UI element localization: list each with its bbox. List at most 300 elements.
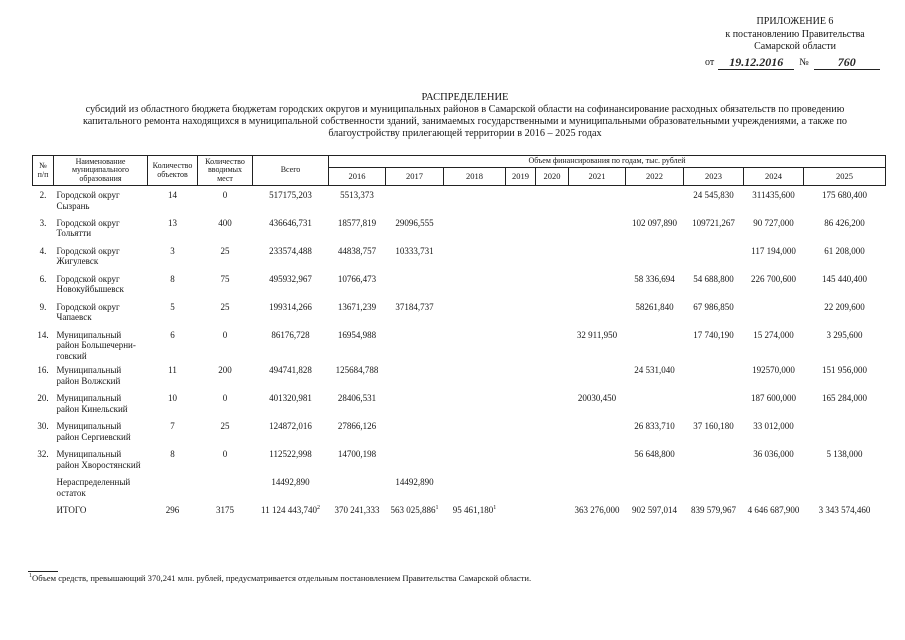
- district-name: Городской округ Сызрань: [56, 190, 120, 211]
- amount-2023: 37 160,180: [693, 421, 734, 431]
- amount-2025: 165 284,000: [822, 393, 867, 403]
- seat-count: 25: [220, 301, 230, 312]
- amount-2024: 226 700,600: [751, 273, 796, 284]
- amount-2017: 10333,731: [395, 245, 434, 256]
- table-header: [33, 156, 886, 186]
- table-cell: [148, 445, 198, 473]
- table-cell: [569, 501, 626, 529]
- table-cell: [804, 242, 886, 270]
- footnote-text: Объем средств, превышающий 370,241 млн. рублей, предусматривается отдельным постановлением Правительства Самарской области.: [32, 573, 532, 583]
- table-cell: [54, 361, 148, 389]
- table-cell: [386, 361, 444, 389]
- row-number: 4.: [39, 245, 47, 256]
- year-header-cell: 2021: [569, 168, 626, 186]
- seat-count: 25: [220, 245, 230, 256]
- table-cell: [744, 501, 804, 529]
- amount-2016: 28406,531: [337, 393, 377, 403]
- table-cell: [54, 186, 148, 214]
- amount-2024: 15 274,000: [753, 329, 794, 340]
- table-cell: [569, 445, 626, 473]
- table-cell: [804, 214, 886, 242]
- table-cell: [684, 326, 744, 362]
- table-cell: [684, 473, 744, 501]
- table-cell: [329, 417, 386, 445]
- amount-2022: 56 648,800: [634, 449, 675, 459]
- amount-2023: 24 545,830: [693, 190, 734, 200]
- table-cell: [198, 270, 253, 298]
- table-cell: [198, 242, 253, 270]
- amount-2022: 902 597,014: [632, 505, 677, 515]
- table-cell: [744, 270, 804, 298]
- table-cell: [506, 473, 536, 501]
- table-cell: [804, 270, 886, 298]
- object-count: 296: [165, 505, 180, 515]
- seat-count: 0: [222, 393, 228, 403]
- table-cell: [198, 214, 253, 242]
- table-cell: [626, 501, 684, 529]
- table-cell: [33, 242, 54, 270]
- table-cell: [54, 501, 148, 529]
- amount-2022: 24 531,040: [634, 365, 675, 375]
- table-cell: [804, 417, 886, 445]
- number-prefix: №: [799, 57, 809, 68]
- table-cell: [444, 445, 506, 473]
- table-row: [33, 473, 886, 501]
- table-cell: [329, 242, 386, 270]
- table-cell: [684, 242, 744, 270]
- table-cell: [148, 326, 198, 362]
- amount-2023: 17 740,190: [693, 329, 734, 340]
- row-number: 2.: [39, 190, 47, 200]
- amount-2022: 58261,840: [635, 301, 674, 312]
- table-cell: [744, 417, 804, 445]
- amount-2022: 102 097,890: [632, 217, 677, 228]
- table-cell: [506, 214, 536, 242]
- amount-2025: 3 343 574,460: [818, 505, 871, 515]
- year-header-cell: 2018: [444, 168, 506, 186]
- table-row: [33, 389, 886, 417]
- distribution-table: [32, 155, 886, 529]
- amount-2024: 311435,600: [752, 190, 795, 200]
- table-row: [33, 186, 886, 214]
- table-cell: [536, 445, 569, 473]
- table-cell: [536, 473, 569, 501]
- table-cell: [626, 186, 684, 214]
- amount-2016: 10766,473: [337, 273, 377, 284]
- table-cell: [684, 214, 744, 242]
- resolution-date-line: [705, 55, 885, 70]
- object-count: 14: [168, 190, 177, 200]
- table-cell: [198, 326, 253, 362]
- amount-2025: 5 138,000: [826, 449, 863, 459]
- amount-2016: 44838,757: [337, 245, 377, 256]
- table-cell: [626, 214, 684, 242]
- table-cell: [33, 298, 54, 326]
- row-number: 16.: [37, 365, 49, 375]
- table-cell: [386, 242, 444, 270]
- amount-2025: 145 440,400: [822, 273, 867, 284]
- object-count: 7: [170, 421, 175, 431]
- table-cell: [253, 417, 329, 445]
- table-cell: [386, 270, 444, 298]
- table-cell: [198, 361, 253, 389]
- table-cell: [444, 361, 506, 389]
- year-header-cell: 2024: [744, 168, 804, 186]
- district-name: ИТОГО: [56, 505, 87, 515]
- table-cell: [386, 186, 444, 214]
- table-cell: [329, 326, 386, 362]
- amount-2024: 117 194,000: [751, 245, 796, 256]
- amount-2025: 61 208,000: [824, 245, 865, 256]
- table-cell: [536, 298, 569, 326]
- table-cell: [569, 298, 626, 326]
- row-number: 20.: [37, 393, 49, 403]
- table-cell: [569, 242, 626, 270]
- document-title: РАСПРЕДЕЛЕНИЕ: [421, 92, 509, 103]
- year-header-cell: 2017: [386, 168, 444, 186]
- total-amount: 495932,967: [269, 273, 312, 284]
- amount-2025: 22 209,600: [824, 301, 865, 312]
- table-cell: [684, 501, 744, 529]
- seat-count: 3175: [216, 505, 234, 515]
- table-cell: [198, 298, 253, 326]
- year-header-cell: 2023: [684, 168, 744, 186]
- appendix-line-resolution: к постановлению Правительства: [725, 28, 865, 40]
- table-cell: [386, 214, 444, 242]
- total-amount: 112522,998: [269, 449, 312, 459]
- table-cell: [626, 417, 684, 445]
- year-header-cell: 2025: [804, 168, 886, 186]
- table-row: [33, 270, 886, 298]
- table-cell: [444, 501, 506, 529]
- table-row: [33, 214, 886, 242]
- table-row: [33, 417, 886, 445]
- amount-2024: 33 012,000: [753, 421, 794, 431]
- table-cell: [148, 361, 198, 389]
- amount-2016: 27866,126: [337, 421, 377, 431]
- table-cell: [536, 186, 569, 214]
- table-cell: [33, 361, 54, 389]
- table-cell: [386, 326, 444, 362]
- amount-2025: 3 295,600: [826, 329, 863, 340]
- table-cell: [148, 298, 198, 326]
- table-cell: [536, 389, 569, 417]
- total-amount: 436646,731: [269, 217, 312, 228]
- table-cell: [536, 270, 569, 298]
- table-cell: [684, 270, 744, 298]
- table-cell: [54, 473, 148, 501]
- district-name: Городской округ Жигулевск: [56, 245, 120, 266]
- amount-2022: 58 336,694: [634, 273, 675, 284]
- table-cell: [54, 270, 148, 298]
- table-cell: [386, 445, 444, 473]
- table-cell: [569, 214, 626, 242]
- amount-2017: 29096,555: [395, 217, 434, 228]
- total-amount: 517175,203: [269, 190, 312, 200]
- table-cell: [804, 361, 886, 389]
- table-cell: [626, 361, 684, 389]
- district-name: Муниципальный район Волжский: [56, 365, 122, 386]
- header-cell-seats: Количество вводимых мест: [198, 156, 253, 186]
- total-amount: 124872,016: [269, 421, 312, 431]
- table-cell: [33, 417, 54, 445]
- table-cell: [33, 214, 54, 242]
- seat-count: 75: [220, 273, 230, 284]
- district-name: Муниципальный район Хворостянский: [56, 449, 141, 470]
- document-subtitle: субсидий из областного бюджета бюджетам городских округов и муниципальных районов в Самарской области на софинансирование расходных обязательств по проведению капитального ремонта находящихся в муниципальной собственности зданий, занимаемых государственными и муниципальными образовательными учреждениями, а также по благоустройству прилегающей территории в 2016 – 2025 годах: [82, 104, 848, 139]
- table-cell: [386, 298, 444, 326]
- table-cell: [33, 270, 54, 298]
- footnote-mark: 1: [493, 505, 497, 511]
- table-cell: [198, 389, 253, 417]
- table-cell: [744, 298, 804, 326]
- table-cell: [54, 389, 148, 417]
- object-count: 5: [170, 301, 175, 312]
- table-cell: [684, 361, 744, 389]
- table-cell: [54, 326, 148, 362]
- table-cell: [253, 186, 329, 214]
- table-cell: [329, 361, 386, 389]
- object-count: 8: [170, 273, 175, 284]
- table-cell: [386, 473, 444, 501]
- table-cell: [444, 417, 506, 445]
- amount-2021: 363 276,000: [574, 505, 620, 515]
- footnote-mark: 1: [435, 505, 439, 511]
- year-header-cell: 2016: [329, 168, 386, 186]
- table-cell: [536, 417, 569, 445]
- district-name: Городской округ Чапаевск: [56, 301, 120, 322]
- row-number: 6.: [39, 273, 47, 284]
- table-cell: [329, 389, 386, 417]
- year-header-cell: 2022: [626, 168, 684, 186]
- table-cell: [253, 214, 329, 242]
- district-name: Муниципальный район Сергиевский: [56, 421, 131, 442]
- table-cell: [198, 417, 253, 445]
- amount-2024: 187 600,000: [751, 393, 796, 403]
- table-cell: [33, 473, 54, 501]
- table-cell: [744, 186, 804, 214]
- appendix-title: ПРИЛОЖЕНИЕ 6: [756, 16, 834, 27]
- table-cell: [684, 186, 744, 214]
- total-amount: 199314,266: [269, 301, 312, 312]
- footnote-mark: 2: [316, 505, 320, 511]
- table-cell: [744, 242, 804, 270]
- amount-2024: 90 727,000: [753, 217, 794, 228]
- date-prefix: от: [705, 57, 715, 68]
- year-header-cell: 2019: [506, 168, 536, 186]
- district-name: Городской округ Новокуйбышевск: [56, 273, 124, 294]
- header-cell-financing: Объем финансирования по годам, тыс. рублей: [329, 156, 886, 168]
- amount-2016: 370 241,333: [334, 505, 380, 515]
- table-cell: [506, 389, 536, 417]
- table-cell: [804, 389, 886, 417]
- object-count: 3: [170, 245, 175, 256]
- table-cell: [253, 326, 329, 362]
- amount-2016: 125684,788: [335, 365, 379, 375]
- row-number: 9.: [39, 301, 47, 312]
- amount-2025: 86 426,200: [824, 217, 865, 228]
- table-cell: [444, 270, 506, 298]
- table-cell: [444, 242, 506, 270]
- table-cell: [54, 242, 148, 270]
- seat-count: 0: [222, 190, 228, 200]
- object-count: 10: [168, 393, 177, 403]
- amount-2017: 14492,890: [395, 477, 434, 487]
- amount-2023: 109721,267: [692, 217, 735, 228]
- table-cell: [386, 417, 444, 445]
- table-cell: [253, 242, 329, 270]
- amount-2023: 839 579,967: [691, 505, 736, 515]
- district-name: Городской округ Тольятти: [56, 217, 120, 238]
- table-cell: [253, 473, 329, 501]
- amount-2017: 37184,737: [395, 301, 434, 312]
- amount-2018: 95 461,180: [452, 505, 494, 515]
- table-cell: [329, 445, 386, 473]
- table-cell: [569, 361, 626, 389]
- table-cell: [198, 473, 253, 501]
- table-cell: [684, 417, 744, 445]
- table-cell: [329, 501, 386, 529]
- total-amount: 86176,728: [271, 329, 310, 340]
- object-count: 11: [168, 365, 177, 375]
- table-cell: [804, 445, 886, 473]
- table-cell: [444, 298, 506, 326]
- table-cell: [626, 326, 684, 362]
- table-cell: [444, 214, 506, 242]
- table-cell: [54, 214, 148, 242]
- district-name: Муниципальный район Большечерни- говский: [56, 329, 136, 361]
- amount-2023: 67 986,850: [693, 301, 734, 312]
- table-cell: [329, 214, 386, 242]
- table-cell: [536, 214, 569, 242]
- table-cell: [569, 270, 626, 298]
- table-cell: [626, 270, 684, 298]
- total-amount: 14492,890: [271, 477, 310, 487]
- row-number: 3.: [39, 217, 47, 228]
- table-cell: [148, 270, 198, 298]
- footnote-mark: 1: [29, 573, 32, 580]
- table-cell: [253, 501, 329, 529]
- table-cell: [536, 361, 569, 389]
- amount-2016: 13671,239: [337, 301, 377, 312]
- table-cell: [626, 298, 684, 326]
- table-cell: [536, 242, 569, 270]
- table-cell: [804, 186, 886, 214]
- table-cell: [253, 298, 329, 326]
- total-amount: 11 124 443,740: [261, 505, 317, 515]
- table-cell: [33, 445, 54, 473]
- table-cell: [148, 473, 198, 501]
- table-row: [33, 445, 886, 473]
- table-cell: [536, 501, 569, 529]
- footnote: [29, 573, 531, 584]
- table-cell: [54, 298, 148, 326]
- table-cell: [329, 298, 386, 326]
- header-cell-name: Наименование муниципального образования: [54, 156, 148, 186]
- table-cell: [744, 473, 804, 501]
- table-cell: [804, 501, 886, 529]
- table-cell: [506, 361, 536, 389]
- table-cell: [684, 389, 744, 417]
- table-cell: [569, 417, 626, 445]
- amount-2021: 20030,450: [577, 393, 617, 403]
- header-cell-objects: Количество объектов: [148, 156, 198, 186]
- table-cell: [506, 326, 536, 362]
- table-cell: [198, 445, 253, 473]
- table-cell: [33, 326, 54, 362]
- table-cell: [444, 326, 506, 362]
- amount-2016: 14700,198: [337, 449, 377, 459]
- table-cell: [626, 473, 684, 501]
- table-cell: [54, 445, 148, 473]
- table-cell: [198, 501, 253, 529]
- table-cell: [569, 326, 626, 362]
- appendix-header: [705, 16, 885, 70]
- header-row: [33, 156, 886, 168]
- amount-2022: 26 833,710: [634, 421, 675, 431]
- seat-count: 0: [222, 449, 228, 459]
- district-name: Нераспределенный остаток: [56, 477, 131, 498]
- table-cell: [54, 417, 148, 445]
- table-cell: [198, 186, 253, 214]
- seat-count: 0: [222, 329, 228, 340]
- table-cell: [506, 242, 536, 270]
- table-cell: [684, 445, 744, 473]
- table-cell: [536, 326, 569, 362]
- table-cell: [386, 501, 444, 529]
- seat-count: 200: [218, 365, 232, 375]
- seat-count: 400: [218, 217, 232, 228]
- table-cell: [744, 361, 804, 389]
- table-cell: [626, 242, 684, 270]
- amount-2024: 36 036,000: [753, 449, 794, 459]
- amount-2024: 4 646 687,900: [747, 505, 800, 515]
- amount-2021: 32 911,950: [576, 329, 618, 340]
- year-header-cell: 2020: [536, 168, 569, 186]
- table-cell: [626, 389, 684, 417]
- district-name: Муниципальный район Кинельский: [56, 393, 128, 414]
- table-cell: [804, 473, 886, 501]
- table-body: [33, 186, 886, 530]
- table-cell: [506, 417, 536, 445]
- table-cell: [626, 445, 684, 473]
- table-cell: [684, 298, 744, 326]
- table-cell: [506, 186, 536, 214]
- table-cell: [506, 298, 536, 326]
- table-cell: [444, 389, 506, 417]
- table-cell: [148, 501, 198, 529]
- amount-2024: 192570,000: [752, 365, 795, 375]
- table-cell: [148, 389, 198, 417]
- table-cell: [506, 445, 536, 473]
- table-cell: [804, 326, 886, 362]
- table-cell: [253, 270, 329, 298]
- object-count: 6: [170, 329, 175, 340]
- header-cell-number: № п/п: [33, 156, 54, 186]
- row-number: 30.: [37, 421, 49, 431]
- table-cell: [569, 473, 626, 501]
- table-row: [33, 242, 886, 270]
- table-cell: [569, 186, 626, 214]
- table-cell: [253, 445, 329, 473]
- total-amount: 401320,981: [269, 393, 312, 403]
- table-cell: [744, 445, 804, 473]
- amount-2016: 16954,988: [337, 329, 377, 340]
- table-cell: [33, 389, 54, 417]
- table-cell: [33, 186, 54, 214]
- table-cell: [148, 242, 198, 270]
- amount-2016: 5513,373: [340, 190, 374, 200]
